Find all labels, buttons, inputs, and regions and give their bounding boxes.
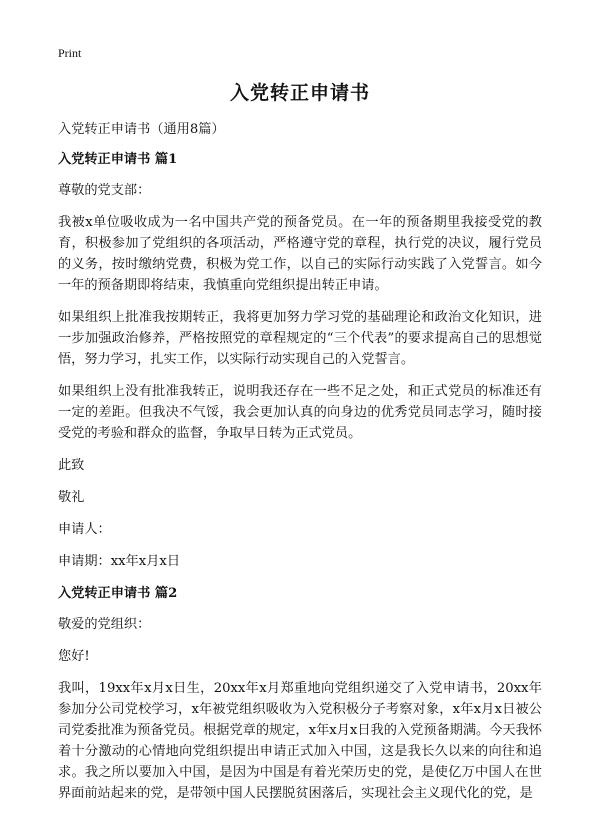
section-2-paragraph-1: 我叫，19xx年x月x日生，20xx年x月郑重地向党组织递交了入党申请书，20xx年参加分公司党校学习，x年被党组织吸收为入党积极分子考察对象，x年x月x日被公司党委批准为预备党员。根据党章的规定，x年x月x日我的入党预备期满。今天我怀着十分激动的心情地向党组织提出申请正式加入中国，这是我长久以来的向往和追求。我之所以要加入中国，是因为中国是有着光荣历史的党，是使亿万中国人在世界面前站起来的党，是带领中国人民摆脱贫困落后，实现社会主义现代化的党，是: [58, 681, 542, 801]
print-label: Print: [58, 46, 82, 60]
document-subtitle: 入党转正申请书（通用8篇）: [58, 122, 225, 137]
section-1-applicant: 申请人：: [58, 522, 111, 537]
section-1-paragraph-3: 如果组织上没有批准我转正，说明我还存在一些不足之处，和正式党员的标准还有一定的差距。但我决不气馁，我会更加认真的向身边的优秀党员同志学习，随时接受党的考验和群众的监督，争取早日转为正式党员。: [58, 384, 542, 441]
section-2-hello: 您好!: [58, 649, 90, 664]
section-1-closing-1: 此致: [58, 458, 85, 473]
document-title: 入党转正申请书: [229, 82, 370, 104]
document-body: [58, 119, 542, 815]
section-1-paragraph-1: 我被x单位吸收成为一名中国共产党的预备党员。在一年的预备期里我接受党的教育，积极参加了党组织的各项活动，严格遵守党的章程，执行党的决议，履行党员的义务，按时缴纳党费，积极为党工作，以自己的实际行动实践了入党誓言。如今一年的预备期即将结束，我慎重向党组织提出转正申请。: [58, 215, 542, 293]
section-1-greeting: 尊敬的党支部：: [58, 183, 151, 198]
section-1-paragraph-2: 如果组织上批准我按期转正，我将更加努力学习党的基础理论和政治文化知识，进一步加强政治修养，严格按照党的章程规定的“三个代表”的要求提高自己的思想觉悟，努力学习，扎实工作，以实际行动实现自己的入党誓言。: [58, 310, 542, 367]
section-1-heading: 入党转正申请书 篇1: [58, 152, 178, 167]
section-1-date: 申请期：xx年x月x日: [58, 554, 181, 569]
section-2-greeting: 敬爱的党组织：: [58, 617, 151, 632]
section-1-closing-2: 敬礼: [58, 490, 85, 505]
section-2-heading: 入党转正申请书 篇2: [58, 586, 178, 601]
